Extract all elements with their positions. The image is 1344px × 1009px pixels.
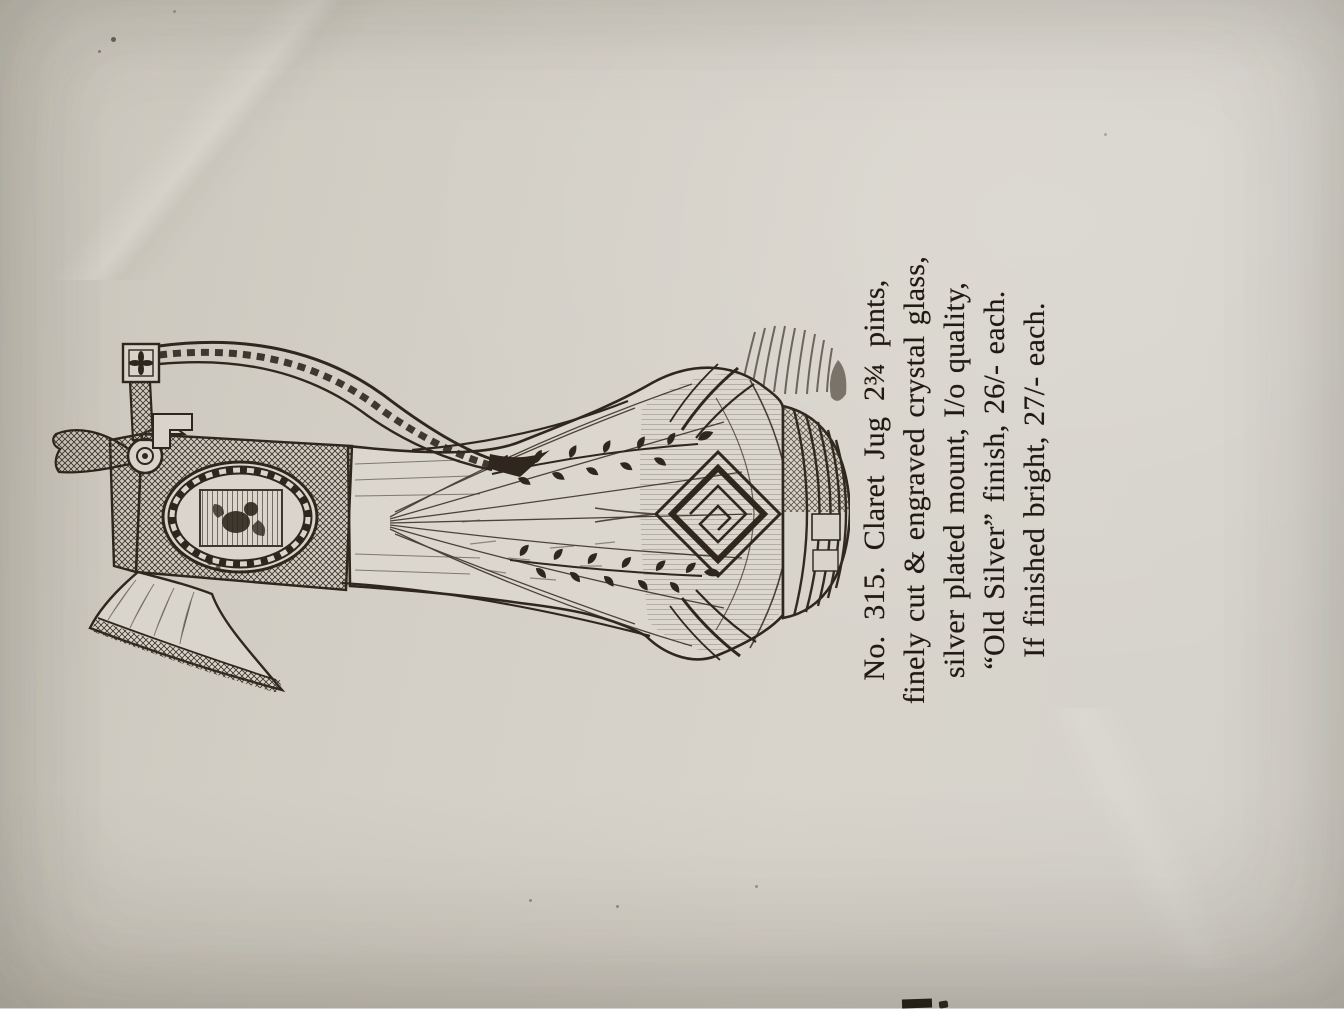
catalog-line-5: If finished bright, 27/- each.: [1018, 302, 1051, 658]
cropped-print-fragment: [902, 998, 932, 1008]
catalog-line-2: finely cut & engraved crystal glass,: [898, 255, 931, 705]
paper-crease: [0, 0, 540, 280]
catalog-entry-text: [855, 225, 1055, 735]
catalog-line-1: No. 315. Claret Jug 2¾ pints,: [858, 279, 891, 681]
medallion: [163, 462, 317, 572]
jug-foot: [783, 406, 850, 618]
rosette-finial: [123, 344, 159, 382]
catalog-line-3: silver plated mount, I/o quality,: [938, 281, 971, 679]
jug-mouth: [90, 572, 282, 690]
paper-speck: [111, 37, 116, 42]
paper-speck: [755, 885, 758, 888]
paper-speck: [98, 50, 101, 53]
paper-speck: [1104, 133, 1107, 136]
claret-jug-illustration: [50, 322, 850, 692]
paper-speck: [529, 899, 532, 902]
catalog-line-4: “Old Silver” finish, 26/- each.: [978, 290, 1011, 670]
paper-speck: [173, 10, 176, 13]
paper-crease: [884, 708, 1344, 968]
cropped-print-fragment: [939, 1000, 949, 1008]
paper-speck: [616, 905, 619, 908]
paper-shading: [0, 788, 1344, 1008]
